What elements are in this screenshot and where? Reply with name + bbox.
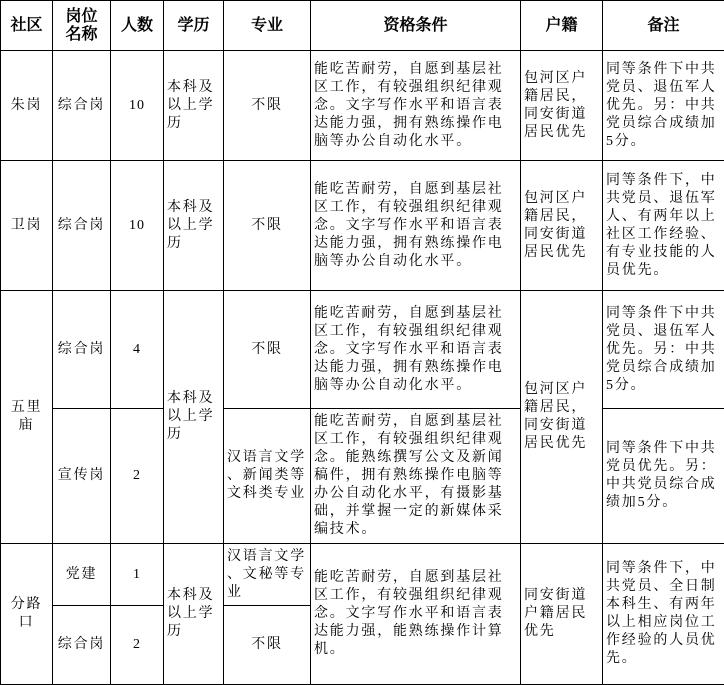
notes: 同等条件下，中共党员、全日制本科生、有两年以上相应岗位工作经验的人员优先。: [603, 544, 724, 685]
header-requirements: 资格条件: [311, 1, 521, 51]
position-count: 10: [111, 51, 164, 161]
position-title: 综合岗: [53, 51, 111, 161]
position-count: 4: [111, 291, 164, 409]
table-row: [1, 544, 724, 606]
table-row: [1, 161, 724, 291]
header-position-label: 岗位名称: [65, 8, 99, 44]
table-row: [1, 409, 724, 544]
community-name: 卫岗: [1, 161, 53, 291]
position-title: 综合岗: [53, 291, 111, 409]
major: 汉语言文学、文秘等专业: [224, 544, 311, 606]
header-row: [1, 1, 724, 51]
position-title: 宣传岗: [53, 409, 111, 544]
position-title: 综合岗: [53, 606, 111, 685]
table-row: [1, 51, 724, 161]
position-count: 10: [111, 161, 164, 291]
notes: 同等条件下，中共党员、退伍军人、有两年以上社区工作经验、有专业技能的人员优先。: [603, 161, 724, 291]
requirements: 能吃苦耐劳，自愿到基层社区工作，有较强组织纪律观念。文字写作水平和语言表达能力强，拥有熟练操作电脑等办公自动化水平。: [311, 291, 521, 409]
position-title: 党建: [53, 544, 111, 606]
community-name: 分路口: [1, 544, 53, 685]
position-count: 2: [111, 606, 164, 685]
education: 本科及以上学历: [164, 161, 224, 291]
header-count: 人数: [111, 1, 164, 51]
requirements: 能吃苦耐劳，自愿到基层社区工作，有较强组织纪律观念。文字写作水平和语言表达能力强，拥有熟练操作电脑等办公自动化水平。: [311, 161, 521, 291]
household: 包河区户籍居民，同安街道居民优先: [521, 291, 603, 544]
education: 本科及以上学历: [164, 544, 224, 685]
major: 汉语言文学、新闻类等文科类专业: [224, 409, 311, 544]
header-household: 户籍: [521, 1, 603, 51]
table-row: [1, 291, 724, 409]
header-education: 学历: [164, 1, 224, 51]
notes: 同等条件下中共党员、退伍军人优先。另：中共党员综合成绩加5分。: [603, 291, 724, 409]
header-position: [53, 1, 111, 51]
notes: 同等条件下中共党员优先。另：中共党员综合成绩加5分。: [603, 409, 724, 544]
requirements: 能吃苦耐劳，自愿到基层社区工作，有较强组织纪律观念。能熟练撰写公文及新闻稿件，拥有熟练操作电脑等办公自动化水平，有摄影基础，并掌握一定的新媒体采编技术。: [311, 409, 521, 544]
header-major: 专业: [224, 1, 311, 51]
position-count: 1: [111, 544, 164, 606]
notes: 同等条件下中共党员、退伍军人优先。另：中共党员综合成绩加5分。: [603, 51, 724, 161]
requirements: 能吃苦耐劳，自愿到基层社区工作，有较强组织纪律观念。文字写作水平和语言表达能力强，拥有熟练操作电脑等办公自动化水平。: [311, 51, 521, 161]
major: 不限: [224, 291, 311, 409]
header-community: 社区: [1, 1, 53, 51]
major: 不限: [224, 51, 311, 161]
household: 包河区户籍居民，同安街道居民优先: [521, 51, 603, 161]
education: 本科及以上学历: [164, 51, 224, 161]
major: 不限: [224, 161, 311, 291]
major: 不限: [224, 606, 311, 685]
community-name: 朱岗: [1, 51, 53, 161]
household: 包河区户籍居民，同安街道居民优先: [521, 161, 603, 291]
header-notes: 备注: [603, 1, 724, 51]
community-name: 五里庙: [1, 291, 53, 544]
household: 同安街道户籍居民优先: [521, 544, 603, 685]
education: 本科及以上学历: [164, 291, 224, 544]
position-title: 综合岗: [53, 161, 111, 291]
requirements: 能吃苦耐劳，自愿到基层社区工作，有较强组织纪律观念。文字写作水平和语言表达能力强，能熟练操作计算机。: [311, 544, 521, 685]
position-count: 2: [111, 409, 164, 544]
